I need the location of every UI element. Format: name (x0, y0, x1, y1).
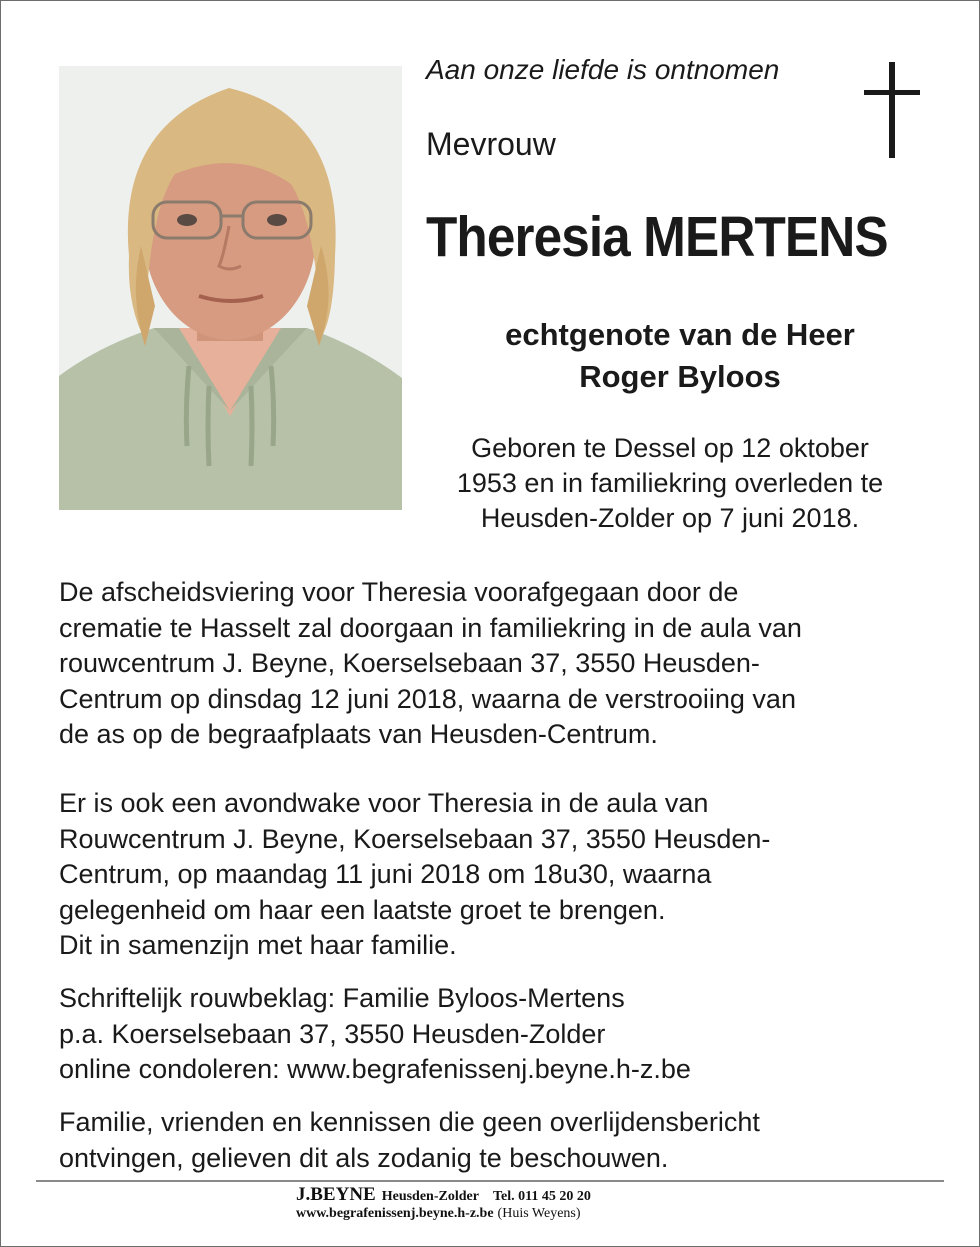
intro-line: Aan onze liefde is ontnomen (426, 54, 780, 85)
ceremony-line: crematie te Hasselt zal doorgaan in familiekring in de aula van (59, 612, 802, 643)
birth-death-block (410, 431, 930, 536)
condolence-paragraph (59, 981, 949, 1088)
spouse-line: echtgenote van de Heer (505, 317, 855, 352)
funeral-home-footer (296, 1186, 796, 1222)
footer-bottom-row (296, 1205, 796, 1222)
footer-top-row (296, 1186, 796, 1205)
condolence-line: Schriftelijk rouwbeklag: Familie Byloos-Mertens (59, 983, 625, 1013)
funeral-home-location: Heusden-Zolder (381, 1189, 479, 1204)
wake-line: Er is ook een avondwake voor Theresia in de aula van (59, 788, 709, 818)
ceremony-line: De afscheidsviering voor Theresia voorafgegaan door de (59, 577, 739, 607)
salutation: Mevrouw (426, 126, 556, 162)
wake-line: Dit in samenzijn met haar familie. (59, 930, 457, 960)
ceremony-line: rouwcentrum J. Beyne, Koerselsebaan 37, 3550 Heusden- (59, 648, 760, 678)
spouse-line: Roger Byloos (579, 359, 781, 394)
funeral-home-brand: J.BEYNE (296, 1184, 376, 1205)
funeral-home-phone: Tel. 011 45 20 20 (492, 1189, 591, 1204)
deceased-name: Theresia MERTENS (426, 205, 888, 269)
spouse-block (420, 314, 940, 398)
condolence-line: p.a. Koerselsebaan 37, 3550 Heusden-Zolder (59, 1018, 606, 1049)
funeral-home-website: www.begrafenissenj.beyne.h-z.be (296, 1206, 494, 1221)
ceremony-line: de as op de begraafplaats van Heusden-Centrum. (59, 719, 658, 749)
birth-line: Geboren te Dessel op 12 oktober (471, 433, 869, 463)
portrait-photo (59, 66, 402, 510)
birth-line: Heusden-Zolder op 7 juni 2018. (480, 503, 860, 533)
closing-line: Familie, vrienden en kennissen die geen overlijdensbericht (59, 1107, 760, 1137)
cross-icon (862, 62, 922, 158)
ceremony-paragraph (59, 575, 949, 753)
ceremony-line: Centrum op dinsdag 12 juni 2018, waarna de verstrooiing van (59, 683, 796, 714)
closing-line: ontvingen, gelieven dit als zodanig te beschouwen. (59, 1142, 669, 1173)
condolence-line: online condoleren: www.begrafenissenj.beyne.h-z.be (59, 1054, 691, 1084)
wake-paragraph (59, 786, 949, 964)
wake-line: gelegenheid om haar een laatste groet te brengen. (59, 894, 666, 925)
wake-line: Centrum, op maandag 11 juni 2018 om 18u30, waarna (59, 859, 712, 889)
wake-line: Rouwcentrum J. Beyne, Koerselsebaan 37, 3550 Heusden- (59, 823, 771, 854)
funeral-home-alt-name: (Huis Weyens) (497, 1206, 581, 1221)
birth-line: 1953 en in familiekring overleden te (456, 468, 884, 498)
portrait-illustration (59, 66, 402, 510)
closing-paragraph (59, 1105, 949, 1176)
footer-divider (36, 1180, 944, 1182)
